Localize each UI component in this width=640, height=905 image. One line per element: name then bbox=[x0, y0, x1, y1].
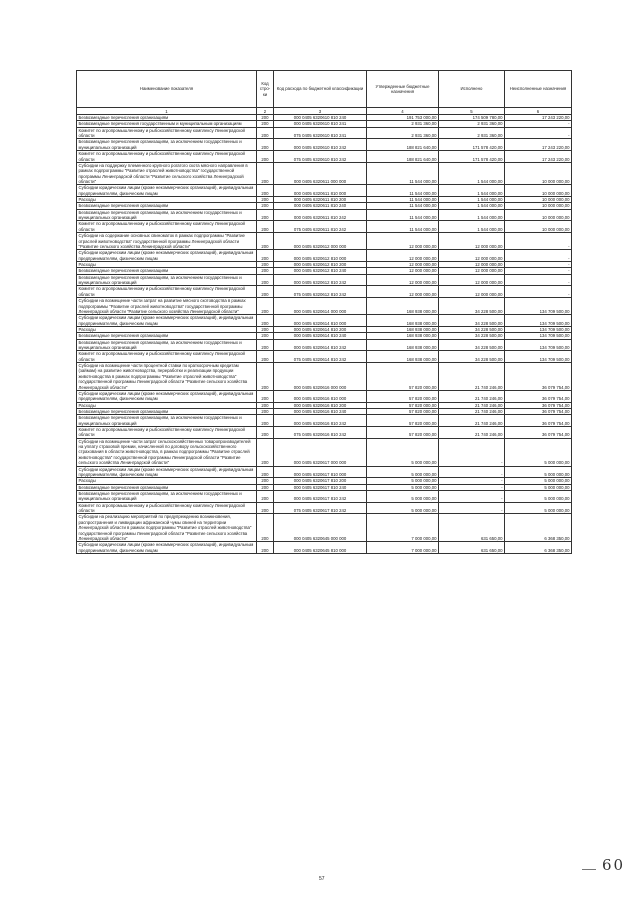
row-name: Расходы bbox=[77, 478, 257, 484]
row-executed: 21 740 246,00 bbox=[439, 363, 505, 391]
row-name: Субсидии на реализацию мероприятий по предупреждению возникновения, распространения и ликвидации африканской чумы свиней на территории Ленинградской области в рамках подпрограммы "Развитие отраслей животноводства" государственной программы Ленинградской области "Развитие сельского хозяйства Ленинградской области" bbox=[77, 514, 257, 542]
row-name: Субсидии юридическим лицам (кроме некоммерческих организаций), индивидуальным предпринимателям, физическим лицам bbox=[77, 185, 257, 197]
row-approved: 57 820 000,00 bbox=[367, 402, 439, 408]
row-approved: 12 000 000,00 bbox=[367, 233, 439, 250]
row-approved: 11 544 000,00 bbox=[367, 203, 439, 209]
row-unexecuted: 6 368 350,00 bbox=[505, 514, 572, 542]
row-code: 200 bbox=[257, 209, 274, 221]
row-unexecuted: 10 000 000,00 bbox=[505, 197, 572, 203]
row-approved: 168 938 000,00 bbox=[367, 315, 439, 327]
table-row bbox=[77, 209, 572, 221]
row-executed: 171 578 420,00 bbox=[439, 151, 505, 163]
row-name: Безвозмездные перечисления организациям bbox=[77, 333, 257, 339]
table-row bbox=[77, 333, 572, 339]
row-classification: 000 0405 6320616 000 000 bbox=[274, 363, 367, 391]
row-code: 200 bbox=[257, 478, 274, 484]
row-name: Комитет по агропромышленному и рыбохозяйственному комплексу Ленинградской области bbox=[77, 151, 257, 163]
row-code: 200 bbox=[257, 139, 274, 151]
row-approved: 168 938 000,00 bbox=[367, 298, 439, 315]
row-code: 200 bbox=[257, 121, 274, 127]
row-executed: 34 228 500,00 bbox=[439, 333, 505, 339]
page-number: 57 bbox=[319, 876, 325, 882]
row-code: 200 bbox=[257, 298, 274, 315]
row-approved: 12 000 000,00 bbox=[367, 261, 439, 267]
table-row bbox=[77, 121, 572, 127]
column-number: 2 bbox=[257, 108, 274, 115]
row-code: 200 bbox=[257, 185, 274, 197]
table-row bbox=[77, 127, 572, 139]
header-name: Наименование показателя bbox=[77, 71, 257, 108]
row-classification: 000 0405 6320614 810 240 bbox=[274, 333, 367, 339]
row-classification: 000 0405 6320617 000 000 bbox=[274, 438, 367, 466]
row-name: Безвозмездные перечисления организациям bbox=[77, 268, 257, 274]
row-classification: 000 0405 6320612 810 000 bbox=[274, 250, 367, 262]
table-row bbox=[77, 268, 572, 274]
header-unexecuted: Неисполненные назначения bbox=[505, 71, 572, 108]
row-unexecuted: 5 000 000,00 bbox=[505, 478, 572, 484]
row-executed: 12 000 000,00 bbox=[439, 274, 505, 286]
row-executed: 34 228 500,00 bbox=[439, 298, 505, 315]
row-name: Субсидии юридическим лицам (кроме некоммерческих организаций), индивидуальным предпринимателям, физическим лицам bbox=[77, 315, 257, 327]
row-approved: 12 000 000,00 bbox=[367, 286, 439, 298]
row-executed: 34 228 500,00 bbox=[439, 351, 505, 363]
row-executed: - bbox=[439, 491, 505, 503]
row-executed: - bbox=[439, 466, 505, 478]
table-row bbox=[77, 162, 572, 184]
row-executed: 12 000 000,00 bbox=[439, 250, 505, 262]
row-unexecuted: 17 243 220,00 bbox=[505, 151, 572, 163]
table-header-row bbox=[77, 71, 572, 108]
row-unexecuted: - bbox=[505, 268, 572, 274]
row-code: 200 bbox=[257, 326, 274, 332]
row-classification: 075 0405 6320612 810 242 bbox=[274, 286, 367, 298]
table-row bbox=[77, 438, 572, 466]
row-executed: - bbox=[439, 502, 505, 514]
row-code: 200 bbox=[257, 333, 274, 339]
row-approved: 168 938 000,00 bbox=[367, 333, 439, 339]
row-classification: 000 0405 6320610 810 241 bbox=[274, 121, 367, 127]
table-row bbox=[77, 250, 572, 262]
row-name: Безвозмездные перечисления организациям bbox=[77, 408, 257, 414]
row-approved: 12 000 000,00 bbox=[367, 250, 439, 262]
row-unexecuted: 36 079 754,00 bbox=[505, 415, 572, 427]
row-classification: 000 0405 6320616 810 200 bbox=[274, 402, 367, 408]
row-approved: 57 820 000,00 bbox=[367, 427, 439, 439]
table-row bbox=[77, 339, 572, 351]
row-executed: 34 228 500,00 bbox=[439, 339, 505, 351]
row-unexecuted: - bbox=[505, 274, 572, 286]
row-unexecuted: 17 243 220,00 bbox=[505, 115, 572, 121]
table-row bbox=[77, 514, 572, 542]
handwritten-page-note: 60 bbox=[602, 856, 626, 874]
row-classification: 000 0405 6320610 810 242 bbox=[274, 139, 367, 151]
row-classification: 000 0405 6320645 000 000 bbox=[274, 514, 367, 542]
table-row bbox=[77, 390, 572, 402]
table-row bbox=[77, 542, 572, 554]
row-unexecuted: 5 000 000,00 bbox=[505, 491, 572, 503]
row-executed: 1 544 000,00 bbox=[439, 162, 505, 184]
column-number: 5 bbox=[439, 108, 505, 115]
row-approved: 5 000 000,00 bbox=[367, 478, 439, 484]
row-classification: 075 0405 6320610 810 241 bbox=[274, 127, 367, 139]
row-code: 200 bbox=[257, 203, 274, 209]
row-name: Безвозмездные перечисления организациям, за исключением государственных и муниципальных организаций bbox=[77, 491, 257, 503]
table-row bbox=[77, 139, 572, 151]
margin-dash bbox=[582, 869, 596, 870]
row-code: 200 bbox=[257, 286, 274, 298]
row-unexecuted: 36 079 754,00 bbox=[505, 390, 572, 402]
table-row bbox=[77, 351, 572, 363]
row-code: 200 bbox=[257, 408, 274, 414]
table-row bbox=[77, 233, 572, 250]
column-number-row bbox=[77, 108, 572, 115]
row-name: Безвозмездные перечисления государственным и муниципальным организациям bbox=[77, 121, 257, 127]
row-code: 200 bbox=[257, 268, 274, 274]
row-unexecuted: 10 000 000,00 bbox=[505, 209, 572, 221]
row-classification: 000 0405 6320610 810 240 bbox=[274, 115, 367, 121]
row-approved: 11 544 000,00 bbox=[367, 197, 439, 203]
row-executed: 12 000 000,00 bbox=[439, 268, 505, 274]
row-executed: 21 740 246,00 bbox=[439, 415, 505, 427]
row-code: 200 bbox=[257, 151, 274, 163]
row-name: Субсидии юридическим лицам (кроме некоммерческих организаций), индивидуальным предпринимателям, физическим лицам bbox=[77, 466, 257, 478]
row-code: 200 bbox=[257, 438, 274, 466]
row-unexecuted: 10 000 000,00 bbox=[505, 162, 572, 184]
table-row bbox=[77, 315, 572, 327]
row-unexecuted: 5 000 000,00 bbox=[505, 484, 572, 490]
row-code: 200 bbox=[257, 402, 274, 408]
row-unexecuted: 134 709 500,00 bbox=[505, 315, 572, 327]
row-name: Расходы bbox=[77, 197, 257, 203]
row-classification: 000 0405 6320612 810 242 bbox=[274, 274, 367, 286]
table-row bbox=[77, 115, 572, 121]
row-unexecuted: 10 000 000,00 bbox=[505, 203, 572, 209]
row-unexecuted: - bbox=[505, 250, 572, 262]
row-name: Безвозмездные перечисления организациям bbox=[77, 203, 257, 209]
row-name: Субсидии юридическим лицам (кроме некоммерческих организаций), индивидуальным предпринимателям, физическим лицам bbox=[77, 250, 257, 262]
row-executed: - bbox=[439, 484, 505, 490]
row-code: 200 bbox=[257, 484, 274, 490]
row-name: Безвозмездные перечисления организациям, за исключением государственных и муниципальных организаций bbox=[77, 274, 257, 286]
row-name: Безвозмездные перечисления организациям, за исключением государственных и муниципальных организаций bbox=[77, 339, 257, 351]
row-code: 200 bbox=[257, 233, 274, 250]
row-classification: 000 0405 6320645 810 000 bbox=[274, 542, 367, 554]
table-row bbox=[77, 415, 572, 427]
row-classification: 000 0405 6320614 810 200 bbox=[274, 326, 367, 332]
row-approved: 191 753 000,00 bbox=[367, 115, 439, 121]
row-classification: 000 0405 6320611 000 000 bbox=[274, 162, 367, 184]
row-classification: 000 0405 6320616 810 242 bbox=[274, 415, 367, 427]
row-executed: 34 228 500,00 bbox=[439, 315, 505, 327]
table-row bbox=[77, 427, 572, 439]
row-name: Субсидии на содержание основных свиноматок в рамках подпрограммы "Развитие отраслей животноводства" государственной программы Ленинградской области "Развитие сельского хозяйства Ленинградской области" bbox=[77, 233, 257, 250]
row-name: Безвозмездные перечисления организациям, за исключением государственных и муниципальных организаций bbox=[77, 139, 257, 151]
row-code: 200 bbox=[257, 221, 274, 233]
row-code: 200 bbox=[257, 390, 274, 402]
row-unexecuted: 36 079 754,00 bbox=[505, 363, 572, 391]
row-executed: 21 740 246,00 bbox=[439, 390, 505, 402]
row-name: Комитет по агропромышленному и рыбохозяйственному комплексу Ленинградской области bbox=[77, 351, 257, 363]
row-code: 200 bbox=[257, 115, 274, 121]
row-executed: 12 000 000,00 bbox=[439, 261, 505, 267]
table-row bbox=[77, 502, 572, 514]
row-unexecuted: 36 079 754,00 bbox=[505, 427, 572, 439]
row-executed: 1 544 000,00 bbox=[439, 221, 505, 233]
table-row bbox=[77, 151, 572, 163]
table-body bbox=[77, 115, 572, 554]
row-classification: 000 0405 6320614 810 000 bbox=[274, 315, 367, 327]
row-unexecuted: 134 709 500,00 bbox=[505, 339, 572, 351]
row-classification: 000 0405 6320614 000 000 bbox=[274, 298, 367, 315]
row-approved: 7 000 000,00 bbox=[367, 514, 439, 542]
row-approved: 188 821 640,00 bbox=[367, 151, 439, 163]
row-classification: 075 0405 6320617 810 242 bbox=[274, 502, 367, 514]
row-unexecuted: 134 709 500,00 bbox=[505, 351, 572, 363]
row-approved: 7 000 000,00 bbox=[367, 542, 439, 554]
row-executed: 1 544 000,00 bbox=[439, 185, 505, 197]
table-row bbox=[77, 274, 572, 286]
row-unexecuted: 5 000 000,00 bbox=[505, 502, 572, 514]
table-row bbox=[77, 286, 572, 298]
row-name: Субсидии юридическим лицам (кроме некоммерческих организаций), индивидуальным предпринимателям, физическим лицам bbox=[77, 542, 257, 554]
row-unexecuted: 134 709 500,00 bbox=[505, 298, 572, 315]
row-approved: 12 000 000,00 bbox=[367, 268, 439, 274]
row-approved: 11 544 000,00 bbox=[367, 209, 439, 221]
row-executed: 2 931 360,00 bbox=[439, 121, 505, 127]
row-name: Комитет по агропромышленному и рыбохозяйственному комплексу Ленинградской области bbox=[77, 127, 257, 139]
budget-execution-table bbox=[76, 70, 572, 554]
header-executed: Исполнено bbox=[439, 71, 505, 108]
row-name: Комитет по агропромышленному и рыбохозяйственному комплексу Ленинградской области bbox=[77, 286, 257, 298]
row-classification: 000 0405 6320617 810 000 bbox=[274, 466, 367, 478]
row-name: Субсидии на поддержку племенного крупного рогатого скота мясного направления в рамках подпрограммы "Развитие отраслей животноводства" государственной программы Ленинградской области "Развитие сельского хозяйства Ленинградской области" bbox=[77, 162, 257, 184]
table-row bbox=[77, 221, 572, 233]
row-approved: 168 938 000,00 bbox=[367, 326, 439, 332]
row-name: Расходы bbox=[77, 402, 257, 408]
row-code: 200 bbox=[257, 466, 274, 478]
row-classification: 000 0405 6320616 810 000 bbox=[274, 390, 367, 402]
row-code: 200 bbox=[257, 427, 274, 439]
row-code: 200 bbox=[257, 514, 274, 542]
row-code: 200 bbox=[257, 315, 274, 327]
row-classification: 075 0405 6320614 810 242 bbox=[274, 351, 367, 363]
row-unexecuted: 36 079 754,00 bbox=[505, 408, 572, 414]
row-code: 200 bbox=[257, 127, 274, 139]
table-row bbox=[77, 408, 572, 414]
row-executed: 12 000 000,00 bbox=[439, 233, 505, 250]
row-executed: 1 544 000,00 bbox=[439, 209, 505, 221]
row-classification: 075 0405 6320610 810 242 bbox=[274, 151, 367, 163]
row-approved: 168 938 000,00 bbox=[367, 351, 439, 363]
row-executed: 1 544 000,00 bbox=[439, 197, 505, 203]
row-classification: 000 0405 6320617 810 242 bbox=[274, 491, 367, 503]
row-unexecuted: - bbox=[505, 121, 572, 127]
row-classification: 000 0405 6320612 810 200 bbox=[274, 261, 367, 267]
header-classification: Код расхода по бюджетной классификации bbox=[274, 71, 367, 108]
row-classification: 075 0405 6320616 810 242 bbox=[274, 427, 367, 439]
row-unexecuted: - bbox=[505, 286, 572, 298]
row-approved: 57 820 000,00 bbox=[367, 408, 439, 414]
row-code: 200 bbox=[257, 415, 274, 427]
row-name: Безвозмездные перечисления организациям bbox=[77, 484, 257, 490]
row-unexecuted: 134 709 500,00 bbox=[505, 333, 572, 339]
row-code: 200 bbox=[257, 491, 274, 503]
row-code: 200 bbox=[257, 351, 274, 363]
row-code: 200 bbox=[257, 542, 274, 554]
row-executed: 12 000 000,00 bbox=[439, 286, 505, 298]
row-executed: 1 544 000,00 bbox=[439, 203, 505, 209]
row-code: 200 bbox=[257, 162, 274, 184]
row-approved: 57 820 000,00 bbox=[367, 415, 439, 427]
row-name: Безвозмездные перечисления организациям, за исключением государственных и муниципальных организаций bbox=[77, 209, 257, 221]
row-approved: 5 000 000,00 bbox=[367, 491, 439, 503]
row-classification: 000 0405 6320611 810 240 bbox=[274, 203, 367, 209]
row-unexecuted: - bbox=[505, 233, 572, 250]
row-classification: 000 0405 6320617 810 200 bbox=[274, 478, 367, 484]
row-classification: 075 0405 6320611 810 242 bbox=[274, 221, 367, 233]
row-unexecuted: 17 243 220,00 bbox=[505, 139, 572, 151]
row-code: 200 bbox=[257, 197, 274, 203]
row-executed: 631 650,00 bbox=[439, 514, 505, 542]
row-executed: 21 740 246,00 bbox=[439, 402, 505, 408]
row-name: Расходы bbox=[77, 261, 257, 267]
row-approved: 5 000 000,00 bbox=[367, 466, 439, 478]
row-unexecuted: - bbox=[505, 261, 572, 267]
row-name: Безвозмездные перечисления организациям bbox=[77, 115, 257, 121]
row-executed: 34 228 500,00 bbox=[439, 326, 505, 332]
row-classification: 000 0405 6320611 810 242 bbox=[274, 209, 367, 221]
row-approved: 5 000 000,00 bbox=[367, 438, 439, 466]
column-number: 6 bbox=[505, 108, 572, 115]
row-unexecuted: 5 000 000,00 bbox=[505, 466, 572, 478]
column-number: 3 bbox=[274, 108, 367, 115]
row-approved: 57 820 000,00 bbox=[367, 390, 439, 402]
row-unexecuted: 10 000 000,00 bbox=[505, 185, 572, 197]
row-classification: 000 0405 6320611 810 200 bbox=[274, 197, 367, 203]
row-unexecuted: 5 000 000,00 bbox=[505, 438, 572, 466]
row-approved: 57 820 000,00 bbox=[367, 363, 439, 391]
row-approved: 12 000 000,00 bbox=[367, 274, 439, 286]
row-unexecuted: - bbox=[505, 127, 572, 139]
row-approved: 2 931 360,00 bbox=[367, 127, 439, 139]
row-approved: 188 821 640,00 bbox=[367, 139, 439, 151]
header-approved: Утвержденные бюджетные назначения bbox=[367, 71, 439, 108]
row-approved: 5 000 000,00 bbox=[367, 502, 439, 514]
row-name: Комитет по агропромышленному и рыбохозяйственному комплексу Ленинградской области bbox=[77, 221, 257, 233]
row-unexecuted: 10 000 000,00 bbox=[505, 221, 572, 233]
table-row bbox=[77, 298, 572, 315]
row-code: 200 bbox=[257, 363, 274, 391]
row-unexecuted: 134 709 500,00 bbox=[505, 326, 572, 332]
row-code: 200 bbox=[257, 250, 274, 262]
row-name: Комитет по агропромышленному и рыбохозяйственному комплексу Ленинградской области bbox=[77, 427, 257, 439]
row-approved: 11 544 000,00 bbox=[367, 162, 439, 184]
row-code: 200 bbox=[257, 502, 274, 514]
table-row bbox=[77, 491, 572, 503]
row-code: 200 bbox=[257, 261, 274, 267]
row-executed: 2 931 360,00 bbox=[439, 127, 505, 139]
row-approved: 11 544 000,00 bbox=[367, 185, 439, 197]
row-executed: 171 578 420,00 bbox=[439, 139, 505, 151]
row-name: Субсидии на возмещение части процентной ставки по краткосрочным кредитам (займам) на развитие животноводства, переработки и реализации продукции животноводства в рамках подпрограммы "Развитие отраслей животноводства" государственной программы Ленинградской области "Развитие сельского хозяйства Ленинградской области" bbox=[77, 363, 257, 391]
table-row bbox=[77, 466, 572, 478]
row-approved: 5 000 000,00 bbox=[367, 484, 439, 490]
row-name: Безвозмездные перечисления организациям, за исключением государственных и муниципальных организаций bbox=[77, 415, 257, 427]
row-name: Субсидии на возмещение части затрат сельскохозяйственных товаропроизводителей на уплату страховой премии, начисленной по договору сельскохозяйственного страхования в области животноводства, в рамках подпрограммы "Развитие отраслей животноводства" государственной программы Ленинградской области "Развитие сельского хозяйства Ленинградской области" bbox=[77, 438, 257, 466]
row-approved: 168 938 000,00 bbox=[367, 339, 439, 351]
row-name: Субсидии юридическим лицам (кроме некоммерческих организаций), индивидуальным предпринимателям, физическим лицам bbox=[77, 390, 257, 402]
table-row bbox=[77, 203, 572, 209]
row-executed: - bbox=[439, 478, 505, 484]
column-number: 1 bbox=[77, 108, 257, 115]
row-approved: 11 544 000,00 bbox=[367, 221, 439, 233]
header-code: Код стро- ки bbox=[257, 71, 274, 108]
row-approved: 2 931 360,00 bbox=[367, 121, 439, 127]
row-executed: 174 509 780,00 bbox=[439, 115, 505, 121]
row-executed: - bbox=[439, 438, 505, 466]
table-row bbox=[77, 363, 572, 391]
row-name: Субсидии на возмещение части затрат на развитие мясного скотоводства в рамках подпрограммы "Развитие отраслей животноводства" государственной программы Ленинградской области "Развитие сельского хозяйства Ленинградской области" bbox=[77, 298, 257, 315]
row-executed: 21 740 246,00 bbox=[439, 427, 505, 439]
row-executed: 631 650,00 bbox=[439, 542, 505, 554]
row-classification: 000 0405 6320614 810 242 bbox=[274, 339, 367, 351]
row-classification: 000 0405 6320617 810 240 bbox=[274, 484, 367, 490]
row-name: Комитет по агропромышленному и рыбохозяйственному комплексу Ленинградской области bbox=[77, 502, 257, 514]
row-code: 200 bbox=[257, 339, 274, 351]
row-classification: 000 0405 6320616 810 240 bbox=[274, 408, 367, 414]
row-unexecuted: 6 368 350,00 bbox=[505, 542, 572, 554]
row-classification: 000 0405 6320612 810 240 bbox=[274, 268, 367, 274]
row-classification: 000 0405 6320612 000 000 bbox=[274, 233, 367, 250]
row-name: Расходы bbox=[77, 326, 257, 332]
column-number: 4 bbox=[367, 108, 439, 115]
row-code: 200 bbox=[257, 274, 274, 286]
row-unexecuted: 36 079 754,00 bbox=[505, 402, 572, 408]
row-executed: 21 740 246,00 bbox=[439, 408, 505, 414]
row-classification: 000 0405 6320611 810 000 bbox=[274, 185, 367, 197]
table-row bbox=[77, 185, 572, 197]
